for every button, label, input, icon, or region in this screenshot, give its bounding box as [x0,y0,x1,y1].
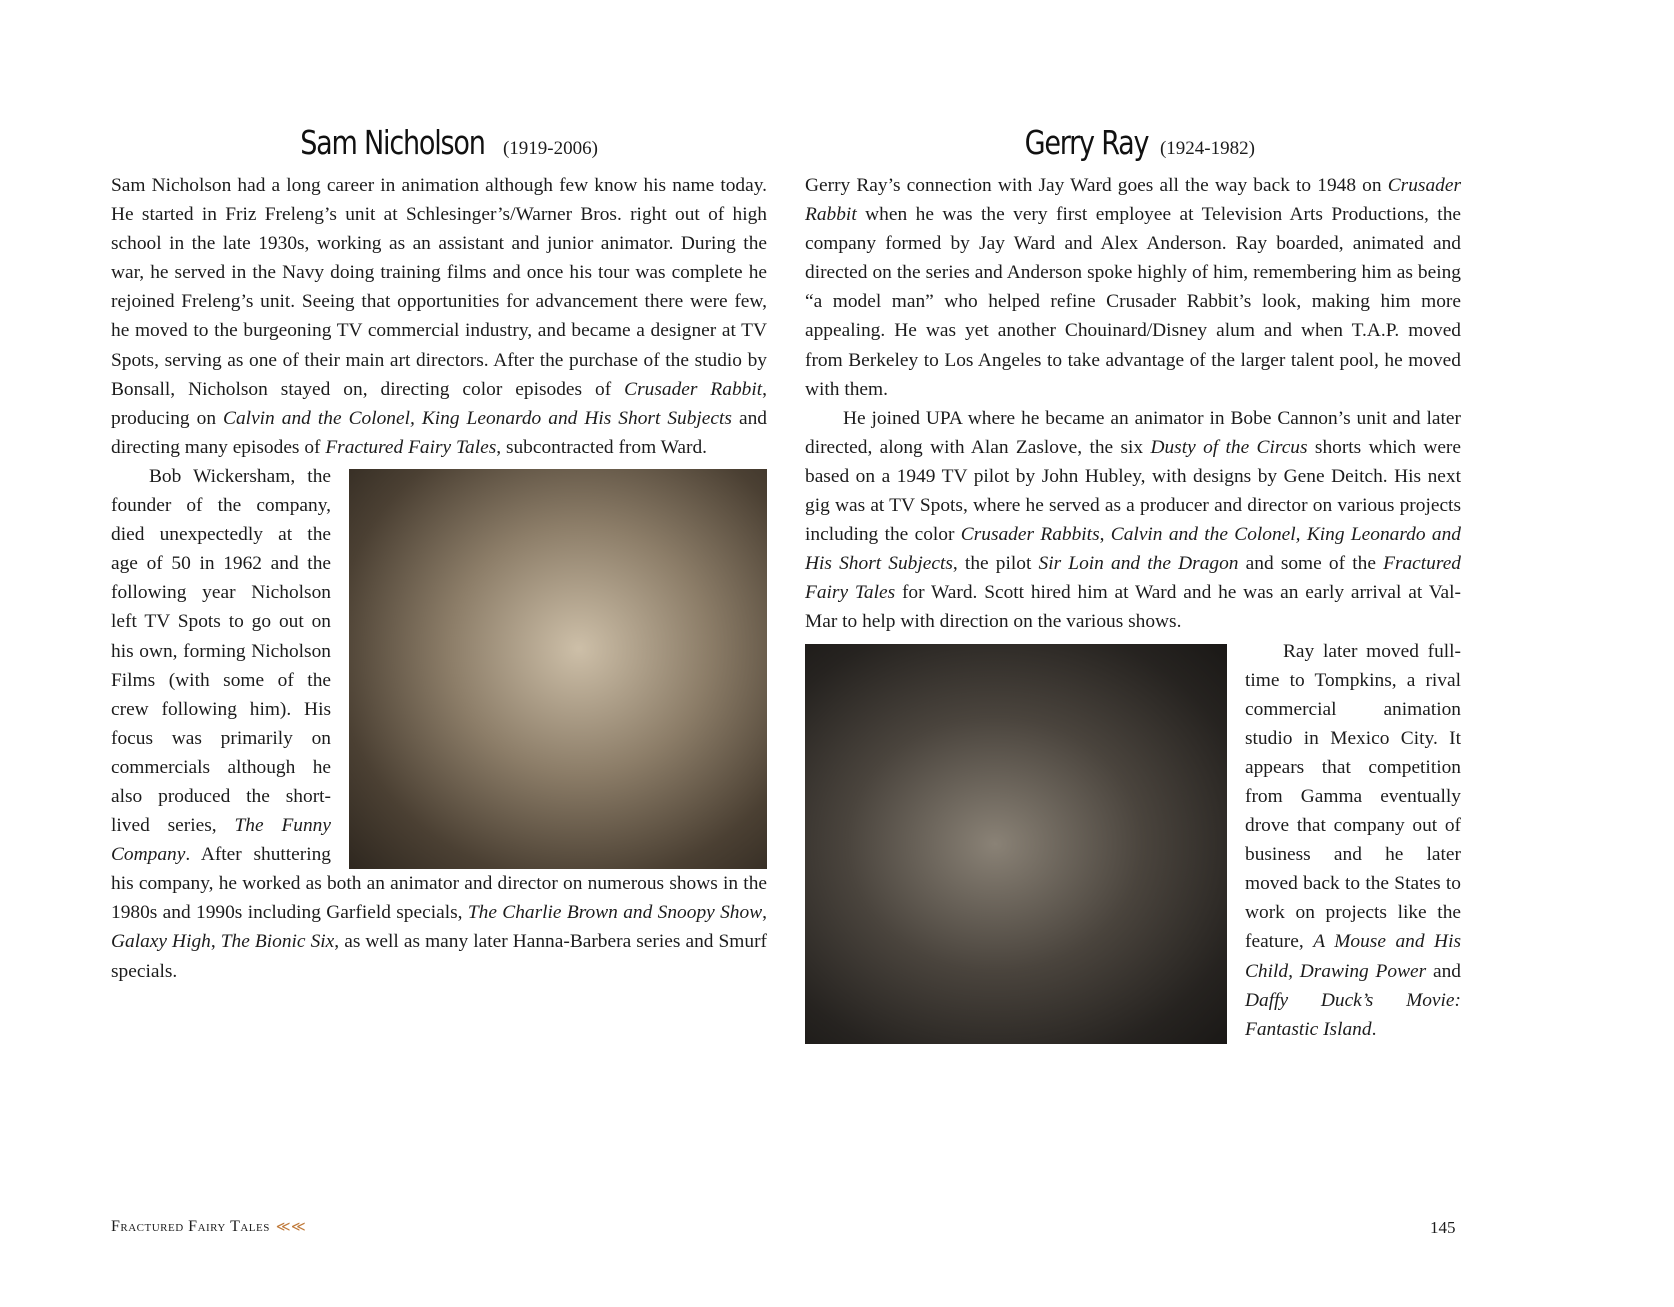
book-title: Fractured Fairy Tales [111,1218,270,1235]
left-paragraph-1: Sam Nicholson had a long career in animation although few know his name today. He started in Friz Freleng’s unit at Schlesinger’s/Warner Bros. right out of high school in the late 1930s, working as an assistant and junior animator. During the war, he served in the Navy doing training films and once his tour was complete he rejoined Freleng’s unit. Seeing that opportunities for advancement there were few, he moved to the burgeoning TV commercial industry, and became a designer at TV Spots, serving as one of their main art directors. After the purchase of the studio by Bonsall, Nicholson stayed on, directing color episodes of Crusader Rabbit, producing on Calvin and the Colonel, King Leonardo and His Short Subjects and directing many episodes of Fractured Fairy Tales, subcontracted from Ward. [111,175,767,458]
right-column [805,123,1462,1044]
left-name: Sam Nicholson [300,123,485,162]
page-number: 145 [1430,1218,1456,1237]
right-paragraph-1: Gerry Ray’s connection with Jay Ward goes all the way back to 1948 on Crusader Rabbit when he was the very first employee at Television Arts Productions, the company formed by Jay Ward and Alex Anderson. Ray boarded, animated and directed on the series and Anderson spoke highly of him, remembering him as being “a model man” who helped refine Crusader Rabbit’s look, making him more appealing. He was yet another Chouinard/Disney alum and when T.A.P. moved from Berkeley to Los Angeles to take advantage of the larger talent pool, he moved with them. [805,175,1461,400]
right-name: Gerry Ray [1024,123,1149,162]
left-paragraph-2 [111,462,767,986]
left-paragraph-2-text: Bob Wickersham, the founder of the company, died unexpectedly at the age of 50 in 1962 and the following year Nicholson left TV Spots to go out on his own, forming Nicholson Films (with some of the crew following him). His focus was primarily on commercials although he also produced the short-lived series, The Funny Company. After shuttering his company, he worked as both an animator and director on numerous shows in the 1980s and 1990s including Garfield specials, The Charlie Brown and Snoopy Show, Galaxy High, The Bionic Six, as well as many later Hanna-Barbera series and Smurf specials. [111,465,767,982]
running-footer [111,1218,306,1236]
ornament-icon: ≪≪ [275,1220,307,1235]
sam-nicholson-photo [349,469,767,869]
right-paragraph-3-text: Ray later moved full-time to Tompkins, a rival commercial animation studio in Mexico City. It appears that competition from Gamma eventually drove that company out of business and he later moved back to the States to work on projects like the feature, A Mouse and His Child, Drawing Power and Daffy Duck’s Movie: Fantastic Island. [1245,640,1461,1040]
right-heading [805,123,1461,162]
right-paragraph-2: He joined UPA where he became an animator in Bobe Cannon’s unit and later directed, along with Alan Zaslove, the six Dusty of the Circus shorts which were based on a 1949 TV pilot by John Hubley, with designs by Gene Deitch. His next gig was at TV Spots, where he served as a producer and director on various projects including the color Crusader Rabbits, Calvin and the Colonel, King Leonardo and His Short Subjects, the pilot Sir Loin and the Dragon and some of the Fractured Fairy Tales for Ward. Scott hired him at Ward and he was an early arrival at Val-Mar to help with direction on the various shows. [805,407,1462,633]
left-heading [111,123,767,162]
right-paragraph-3 [805,637,1461,1044]
right-years: (1924-1982) [1159,138,1255,159]
gerry-ray-photo [805,644,1227,1044]
left-years: (1919-2006) [502,138,598,159]
left-column [111,123,767,986]
